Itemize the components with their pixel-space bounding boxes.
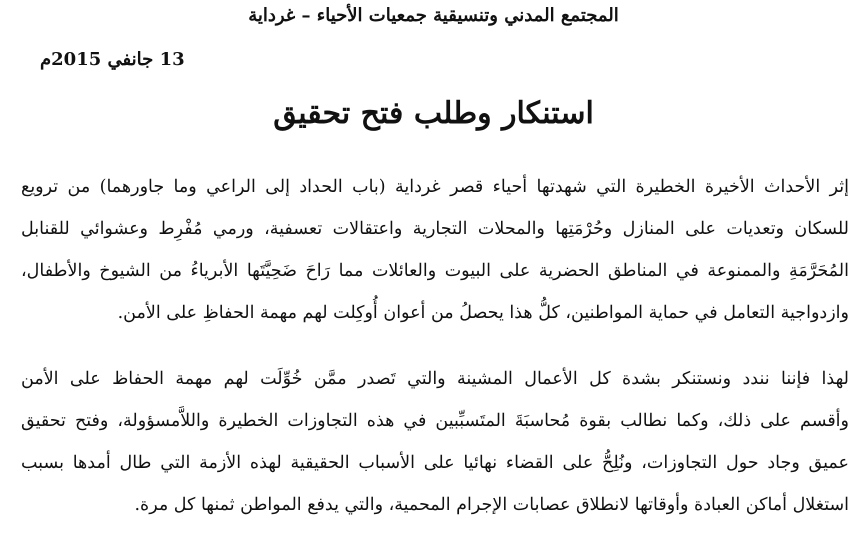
organization-header: المجتمع المدني وتنسيقية جمعيات الأحياء – غرداية [248, 5, 619, 26]
date-year: 2015 [51, 49, 102, 70]
paragraph-line: للسكان وتعديات على المنازل وحُرْمَتِها والمحلات التجارية واعتقالات تعسفية، ورمي مُفْرِط وعشوائي للقنابل [21, 219, 849, 239]
date-month: جانفي [107, 49, 154, 70]
date-era-suffix: م [40, 49, 52, 70]
paragraph-line: لهذا فإننا نندد ونستنكر بشدة كل الأعمال المشينة والتي تَصدر ممَّن خُوِّلَت لهم مهمة الحفاظ على الأمن [21, 369, 849, 389]
paragraph-1 [21, 166, 849, 334]
paragraph-2 [21, 358, 849, 526]
paragraph-line: إثر الأحداث الأخيرة الخطيرة التي شهدتها أحياء قصر غرداية (باب الحداد إلى الراعي وما جاورهما) من ترويع [21, 177, 849, 197]
date-day: 13 [159, 49, 185, 70]
paragraph-line: المُحَرَّمَةِ والممنوعة في المناطق الحضرية على البيوت والعائلات مما رَاحَ ضَحِيَّتَها الأبرياءُ من الشيوخ والأطفال، [21, 261, 849, 281]
document-date [40, 48, 185, 72]
document-title: استنكار وطلب فتح تحقيق [273, 96, 594, 131]
paragraph-line: عميق وجاد حول التجاوزات، ونُلِحُّ على القضاء نهائيا على الأسباب الحقيقية لهذه الأزمة التي طال أمدها بسبب [21, 453, 849, 473]
paragraph-line: وأقسم على ذلك، وكما نطالب بقوة مُحاسبَةَ المتَسبِّبين في هذه التجاوزات الخطيرة واللاَّمسؤولة، وفتح تحقيق [21, 411, 849, 431]
paragraph-line: وازدواجية التعامل في حماية المواطنين، كلُّ هذا يحصلُ من أعوان أُوكِلت لهم مهمة الحفاظِ على الأمن. [117, 303, 849, 323]
paragraph-line: استغلال أماكن العبادة وأوقاتها لانطلاق عصابات الإجرام المحمية، والتي يدفع المواطن ثمنها كل مرة. [134, 495, 849, 515]
